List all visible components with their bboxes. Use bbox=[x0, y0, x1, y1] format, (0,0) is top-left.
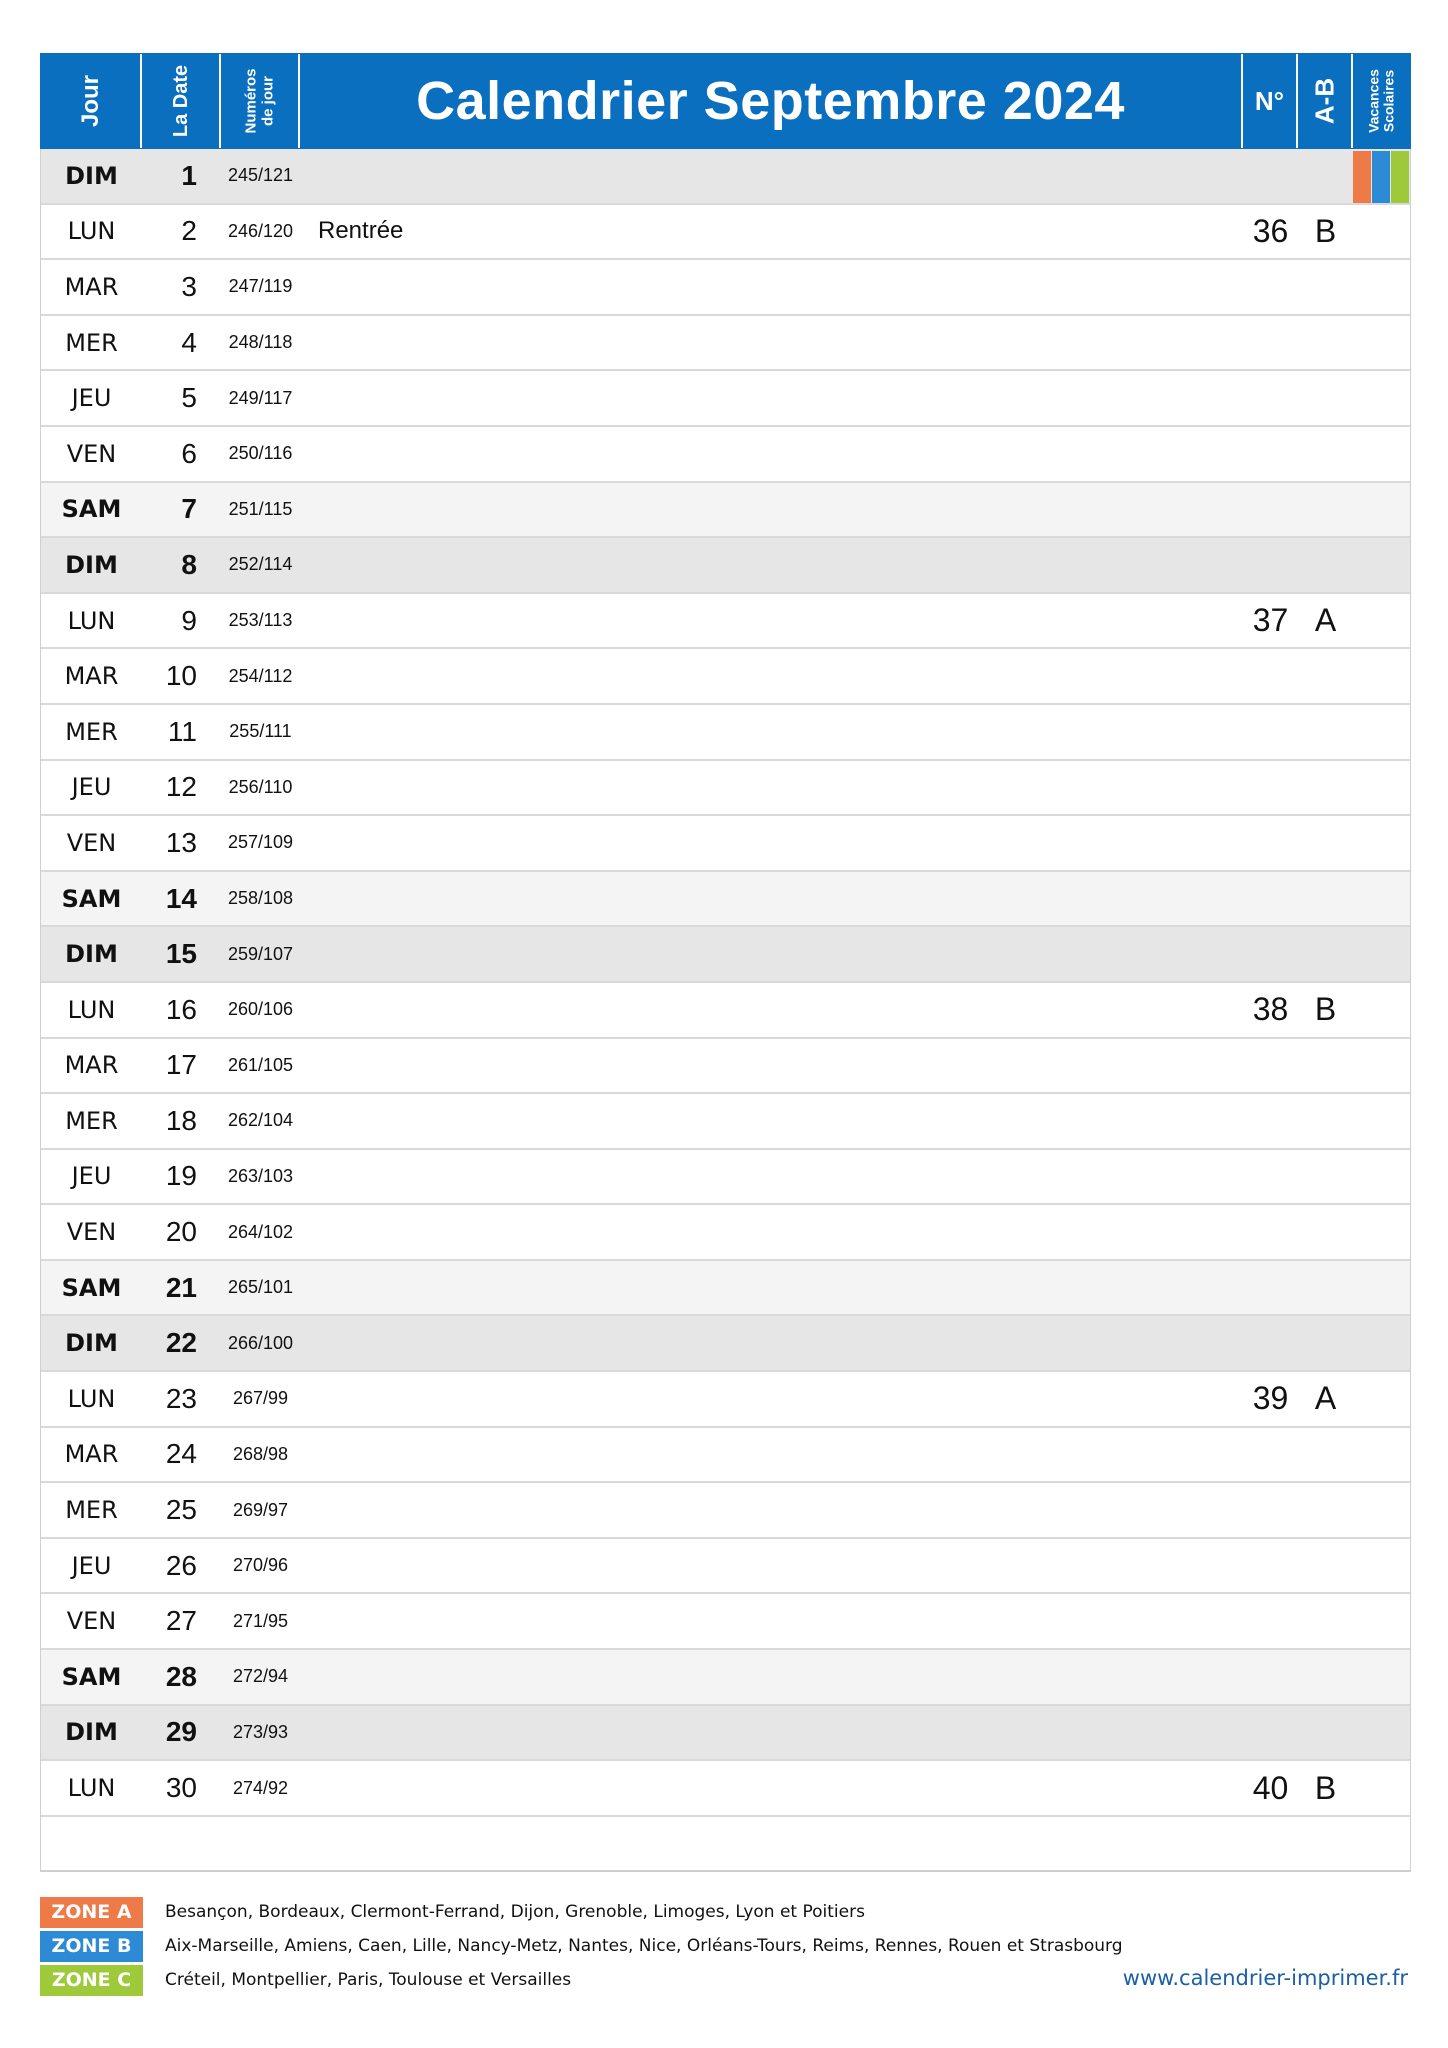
vacances-cell bbox=[1353, 761, 1410, 815]
day-number: 269/97 bbox=[232, 1499, 289, 1520]
table-row bbox=[41, 1594, 1410, 1650]
day-name: MAR bbox=[64, 1051, 119, 1080]
vacances-cell bbox=[1353, 1094, 1410, 1148]
day-number: 246/120 bbox=[227, 220, 294, 241]
day-date: 19 bbox=[165, 1160, 197, 1192]
day-name: JEU bbox=[71, 1551, 112, 1580]
vacances-cell bbox=[1353, 1372, 1410, 1426]
day-date: 26 bbox=[165, 1549, 197, 1581]
vacances-cell bbox=[1353, 1150, 1410, 1204]
day-name: MAR bbox=[64, 1440, 119, 1469]
table-row bbox=[41, 1428, 1410, 1484]
day-number: 254/112 bbox=[228, 665, 293, 686]
day-date: 3 bbox=[181, 270, 197, 302]
header-vacances bbox=[1353, 54, 1410, 148]
week-number: 36 bbox=[1252, 212, 1289, 249]
day-number: 255/111 bbox=[229, 721, 292, 742]
table-row bbox=[41, 260, 1410, 316]
day-event: Rentrée bbox=[318, 217, 404, 245]
table-row bbox=[41, 1039, 1410, 1095]
header-vacances-label: Vacances Scolaires bbox=[1365, 69, 1397, 133]
vacances-cell bbox=[1353, 427, 1410, 481]
day-number: 262/104 bbox=[227, 1110, 294, 1131]
day-date: 21 bbox=[165, 1271, 197, 1303]
day-date: 25 bbox=[165, 1494, 197, 1526]
day-date: 17 bbox=[165, 1049, 197, 1081]
day-date: 16 bbox=[165, 993, 197, 1025]
day-number: 272/94 bbox=[232, 1666, 289, 1687]
header-date-label: La Date bbox=[169, 64, 192, 138]
day-date: 11 bbox=[167, 715, 197, 747]
day-name: JEU bbox=[71, 384, 112, 413]
vacances-cell bbox=[1353, 816, 1410, 870]
table-row bbox=[41, 1761, 1410, 1817]
day-number: 271/95 bbox=[232, 1610, 289, 1631]
vacances-cell bbox=[1353, 1316, 1410, 1370]
day-name: DIM bbox=[65, 550, 118, 579]
week-ab: B bbox=[1314, 991, 1337, 1028]
day-number: 267/99 bbox=[232, 1388, 289, 1409]
table-row bbox=[41, 1150, 1410, 1206]
header-ab-label: A-B bbox=[1309, 77, 1340, 125]
day-number: 258/108 bbox=[227, 888, 294, 909]
day-name: VEN bbox=[66, 439, 117, 468]
day-number: 256/110 bbox=[228, 776, 293, 797]
vacances-cell bbox=[1353, 205, 1410, 259]
day-date: 29 bbox=[165, 1716, 197, 1748]
table-row bbox=[41, 427, 1410, 483]
header-numeros bbox=[221, 54, 300, 148]
legend-row bbox=[40, 1895, 1411, 1929]
zone-cities: Créteil, Montpellier, Paris, Toulouse et Versailles bbox=[165, 1970, 572, 1990]
day-name: SAM bbox=[61, 1273, 122, 1302]
day-date: 6 bbox=[181, 437, 197, 469]
day-number: 249/117 bbox=[228, 387, 293, 408]
vacances-cell bbox=[1353, 927, 1410, 981]
calendar-rows bbox=[40, 149, 1411, 1872]
header-week-number bbox=[1243, 54, 1298, 148]
empty-row bbox=[41, 1817, 1410, 1873]
zone-badge: ZONE B bbox=[40, 1931, 143, 1962]
table-row bbox=[41, 705, 1410, 761]
header-jour-label: Jour bbox=[76, 74, 104, 128]
day-name: MER bbox=[65, 1496, 118, 1525]
vacances-bars bbox=[1353, 151, 1410, 203]
table-row bbox=[41, 1372, 1410, 1428]
day-name: DIM bbox=[65, 161, 118, 190]
header-ab bbox=[1298, 54, 1353, 148]
day-date: 2 bbox=[181, 215, 197, 247]
zone-badge: ZONE A bbox=[40, 1897, 143, 1928]
week-ab: B bbox=[1314, 1769, 1337, 1806]
day-date: 18 bbox=[165, 1104, 197, 1136]
table-row bbox=[41, 594, 1410, 650]
week-ab: A bbox=[1314, 602, 1337, 639]
day-number: 248/118 bbox=[228, 332, 293, 353]
day-name: DIM bbox=[65, 940, 118, 969]
day-date: 10 bbox=[165, 660, 197, 692]
day-name: MAR bbox=[64, 272, 119, 301]
day-date: 20 bbox=[165, 1216, 197, 1248]
table-row bbox=[41, 316, 1410, 372]
calendar-sheet bbox=[40, 53, 1411, 1872]
vacances-cell bbox=[1353, 594, 1410, 648]
header-date bbox=[142, 54, 221, 148]
header-jour bbox=[41, 54, 142, 148]
day-number: 247/119 bbox=[228, 276, 293, 297]
vacances-cell bbox=[1353, 1205, 1410, 1259]
table-row bbox=[41, 538, 1410, 594]
day-number: 250/116 bbox=[228, 443, 293, 464]
day-number: 266/100 bbox=[227, 1332, 294, 1353]
day-number: 268/98 bbox=[232, 1443, 289, 1464]
day-date: 30 bbox=[165, 1772, 197, 1804]
table-row bbox=[41, 1650, 1410, 1706]
table-row bbox=[41, 983, 1410, 1039]
day-date: 7 bbox=[181, 493, 197, 525]
table-row bbox=[41, 1539, 1410, 1595]
day-date: 12 bbox=[165, 771, 197, 803]
vacances-cell bbox=[1353, 1261, 1410, 1315]
day-number: 252/114 bbox=[228, 554, 293, 575]
vacances-bar-zone-b bbox=[1372, 151, 1390, 203]
day-date: 13 bbox=[165, 826, 197, 858]
day-date: 5 bbox=[181, 382, 197, 414]
day-name: SAM bbox=[61, 1662, 122, 1691]
vacances-cell bbox=[1353, 1483, 1410, 1537]
page-title: Calendrier Septembre 2024 bbox=[416, 71, 1125, 131]
day-date: 27 bbox=[165, 1605, 197, 1637]
header-title-cell bbox=[300, 54, 1243, 148]
zone-cities: Aix-Marseille, Amiens, Caen, Lille, Nancy-Metz, Nantes, Nice, Orléans-Tours, Reims, Rennes, Rouen et Strasbourg bbox=[165, 1936, 1123, 1956]
table-row bbox=[41, 1316, 1410, 1372]
table-row bbox=[41, 483, 1410, 539]
day-name: VEN bbox=[66, 1607, 117, 1636]
day-name: JEU bbox=[71, 1162, 112, 1191]
vacances-cell bbox=[1353, 538, 1410, 592]
day-date: 15 bbox=[165, 938, 197, 970]
day-name: VEN bbox=[66, 828, 117, 857]
day-name: SAM bbox=[61, 495, 122, 524]
day-date: 1 bbox=[181, 159, 197, 191]
day-date: 4 bbox=[181, 326, 197, 358]
day-date: 14 bbox=[165, 882, 197, 914]
table-row bbox=[41, 761, 1410, 817]
vacances-cell bbox=[1353, 260, 1410, 314]
table-row bbox=[41, 1483, 1410, 1539]
week-ab: A bbox=[1314, 1380, 1337, 1417]
day-number: 253/113 bbox=[228, 610, 293, 631]
table-row bbox=[41, 816, 1410, 872]
header-no-label: N° bbox=[1254, 85, 1285, 116]
vacances-cell bbox=[1353, 649, 1410, 703]
table-row bbox=[41, 1205, 1410, 1261]
day-name: VEN bbox=[66, 1218, 117, 1247]
vacances-cell bbox=[1353, 1428, 1410, 1482]
day-name: MER bbox=[65, 1106, 118, 1135]
vacances-cell bbox=[1353, 1039, 1410, 1093]
day-date: 22 bbox=[165, 1327, 197, 1359]
day-date: 23 bbox=[165, 1382, 197, 1414]
header-numeros-label: Numéros de jour bbox=[242, 68, 276, 134]
table-row bbox=[41, 927, 1410, 983]
table-row bbox=[41, 1706, 1410, 1762]
calendar-header bbox=[40, 53, 1411, 149]
day-number: 251/115 bbox=[228, 498, 293, 519]
day-name: LUN bbox=[67, 995, 116, 1024]
day-name: DIM bbox=[65, 1718, 118, 1747]
day-name: LUN bbox=[67, 1774, 116, 1803]
zone-cities: Besançon, Bordeaux, Clermont-Ferrand, Dijon, Grenoble, Limoges, Lyon et Poitiers bbox=[165, 1902, 865, 1922]
day-name: SAM bbox=[61, 884, 122, 913]
day-date: 24 bbox=[165, 1438, 197, 1470]
day-name: DIM bbox=[65, 1329, 118, 1358]
table-row bbox=[41, 371, 1410, 427]
day-number: 263/103 bbox=[227, 1165, 294, 1186]
vacances-cell bbox=[1353, 483, 1410, 537]
vacances-cell bbox=[1353, 316, 1410, 370]
day-name: MAR bbox=[64, 662, 119, 691]
day-number: 245/121 bbox=[227, 165, 294, 186]
vacances-cell bbox=[1353, 872, 1410, 926]
table-row bbox=[41, 1094, 1410, 1150]
table-row bbox=[41, 649, 1410, 705]
day-number: 270/96 bbox=[232, 1555, 289, 1576]
website-link[interactable]: www.calendrier-imprimer.fr bbox=[1122, 1966, 1408, 1990]
legend-row bbox=[40, 1929, 1411, 1963]
vacances-bar-zone-c bbox=[1391, 151, 1409, 203]
vacances-cell bbox=[1353, 1650, 1410, 1704]
day-date: 9 bbox=[181, 604, 197, 636]
day-number: 265/101 bbox=[227, 1277, 294, 1298]
vacances-cell bbox=[1353, 983, 1410, 1037]
vacances-cell bbox=[1353, 1706, 1410, 1760]
week-number: 38 bbox=[1252, 991, 1289, 1028]
day-number: 261/105 bbox=[227, 1054, 294, 1075]
day-name: MER bbox=[65, 717, 118, 746]
day-name: LUN bbox=[67, 606, 116, 635]
week-ab: B bbox=[1314, 212, 1337, 249]
vacances-cell bbox=[1353, 371, 1410, 425]
day-name: MER bbox=[65, 328, 118, 357]
table-row bbox=[41, 149, 1410, 205]
vacances-cell bbox=[1353, 1594, 1410, 1648]
day-name: LUN bbox=[67, 217, 116, 246]
week-number: 37 bbox=[1252, 602, 1289, 639]
day-number: 260/106 bbox=[227, 999, 294, 1020]
day-date: 28 bbox=[165, 1660, 197, 1692]
day-number: 259/107 bbox=[227, 943, 294, 964]
vacances-bar-zone-a bbox=[1353, 151, 1371, 203]
week-number: 40 bbox=[1252, 1769, 1289, 1806]
table-row bbox=[41, 872, 1410, 928]
day-number: 257/109 bbox=[227, 832, 294, 853]
zone-badge: ZONE C bbox=[40, 1965, 143, 1996]
vacances-cell bbox=[1353, 1539, 1410, 1593]
vacances-cell bbox=[1353, 149, 1410, 203]
day-date: 8 bbox=[181, 548, 197, 580]
week-number: 39 bbox=[1252, 1380, 1289, 1417]
day-name: LUN bbox=[67, 1384, 116, 1413]
table-row bbox=[41, 205, 1410, 261]
vacances-cell bbox=[1353, 705, 1410, 759]
day-number: 273/93 bbox=[232, 1721, 289, 1742]
vacances-cell bbox=[1353, 1761, 1410, 1815]
day-number: 264/102 bbox=[227, 1221, 294, 1242]
day-number: 274/92 bbox=[232, 1777, 289, 1798]
table-row bbox=[41, 1261, 1410, 1317]
day-name: JEU bbox=[71, 773, 112, 802]
